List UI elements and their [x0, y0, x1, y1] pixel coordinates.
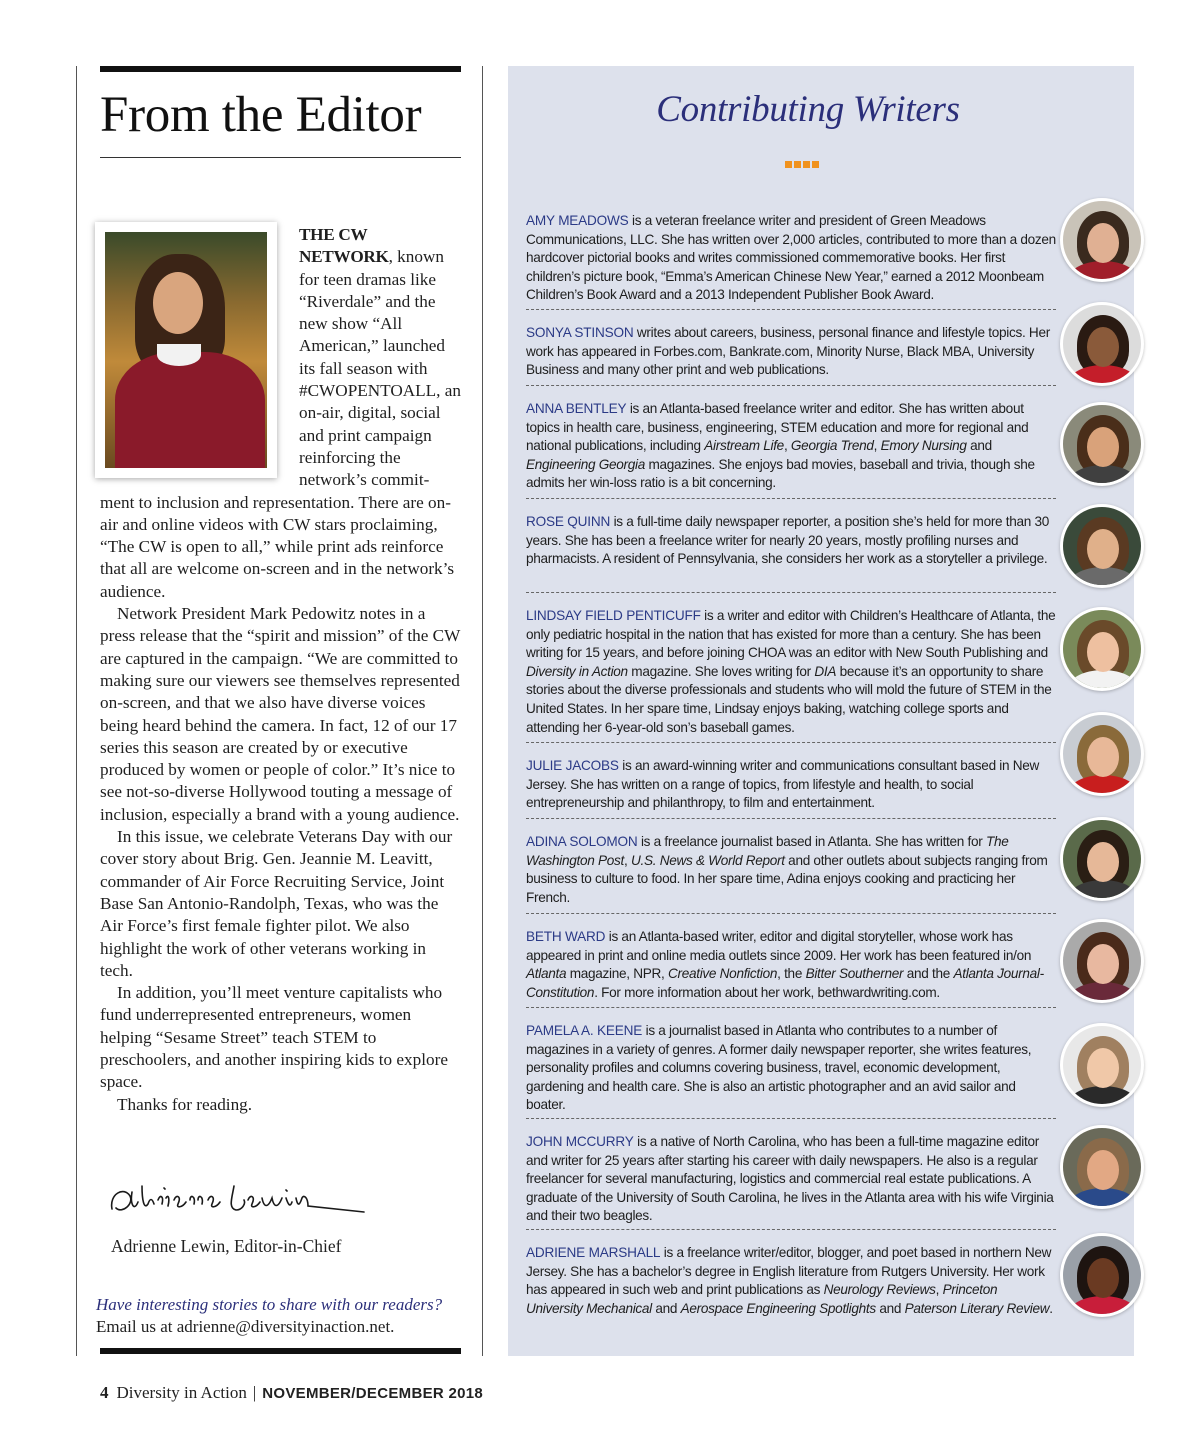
- publication-title: Neurology Reviews: [823, 1282, 936, 1298]
- publication-title: Princeton University Mechanical: [526, 1282, 998, 1316]
- editor-title: From the Editor: [100, 87, 422, 143]
- contributor-bio: [526, 324, 1056, 380]
- page-folio: [100, 1383, 483, 1403]
- contributor-name: BETH WARD: [526, 929, 606, 944]
- bio-divider: [526, 913, 1056, 914]
- folio-separator: |: [252, 1383, 257, 1402]
- editor-paragraph: In addition, you’ll meet venture capitalists who fund underrepresented entrepreneurs, women helping “Sesame Street” teach STEM to preschoolers, and another inspiring kids to explore space.: [100, 983, 448, 1092]
- column-divider-rule: [482, 66, 483, 1356]
- contributor-bio: [526, 757, 1056, 813]
- contributor-photo: [1060, 712, 1144, 796]
- publication-title: Georgia Trend: [790, 438, 874, 454]
- publication-title: Bitter Southerner: [805, 966, 904, 982]
- contributor-bio: [526, 400, 1056, 493]
- publication-title: Aerospace Engineering Spotlights: [680, 1300, 876, 1316]
- editor-signoff: Adrienne Lewin, Editor-in-Chief: [111, 1236, 342, 1256]
- contributor-bio: [526, 212, 1056, 305]
- contributor-name: ADRIENE MARSHALL: [526, 1245, 661, 1260]
- contributor-text: .: [1049, 1300, 1053, 1316]
- editor-paragraph: In this issue, we celebrate Veterans Day with our cover story about Brig. Gen. Jeannie M. Leavitt, commander of Air Force Recruiting Service, Joint Base San Antonio-Randolph, Texas, who was the Air Force’s first female fighter pilot. We also highlight the work of other veterans working in tech.: [100, 827, 453, 980]
- bio-divider: [526, 1229, 1056, 1230]
- publication-title: Atlanta: [526, 966, 567, 982]
- bio-divider: [526, 309, 1056, 310]
- contributor-photo: [1060, 607, 1144, 691]
- contributor-name: JULIE JACOBS: [526, 758, 619, 773]
- contributor-text: and: [875, 1300, 905, 1316]
- bio-divider: [526, 592, 1056, 593]
- editor-paragraph: Network President Mark Pedowitz notes in a press release that the “spirit and mission” of the CW are captured in the campaign. “We are committed to making sure our viewers see themselves represented on-screen, and that we also have diverse voices being heard behind the camera. In fact, 12 of our 17 series this season are created by or executive produced by women or people of color.” It’s nice to see not-so-diverse Hollywood touting a message of inclusion, especially a brand with a young audience.: [100, 604, 461, 824]
- issue-date: NOVEMBER/DECEMBER 2018: [262, 1385, 484, 1402]
- editor-title-rule: [100, 157, 461, 158]
- contributor-name: AMY MEADOWS: [526, 213, 629, 228]
- editor-top-bar: [100, 66, 461, 72]
- contributor-photo: [1060, 1023, 1144, 1107]
- publication-title: DIA: [814, 663, 837, 679]
- contributor-name: ANNA BENTLEY: [526, 401, 627, 416]
- contributor-photo: [1060, 302, 1144, 386]
- contributor-photo: [1060, 817, 1144, 901]
- left-column-rule: [76, 66, 77, 1356]
- contributor-text: , the: [777, 966, 806, 982]
- contributor-text: is a journalist based in Atlanta who contributes to a number of magazines in a variety of genres. A former daily newspaper reporter, she writes features, personality profiles and columns covering business, travel, economic development, gardening and health care. She is also an artistic photographer and an avid sailor and boater.: [526, 1023, 1032, 1113]
- bio-divider: [526, 385, 1056, 386]
- contributors-title: Contributing Writers: [656, 89, 960, 130]
- contributor-text: is a freelance journalist based in Atlanta. She has written for: [637, 834, 986, 849]
- publication-title: Creative Nonfiction: [667, 966, 778, 982]
- contributor-text: is an Atlanta-based freelance writer and editor. She has written about topics in health care, business, engineering, STEM education and more for regional and national publications, including: [526, 401, 1029, 454]
- editor-signature: [104, 1164, 374, 1234]
- contributor-bio: [526, 928, 1056, 1002]
- editor-column: [96, 66, 461, 1336]
- contributor-photo: [1060, 504, 1144, 588]
- contributor-text: is a writer and editor with Children’s Healthcare of Atlanta, the only pediatric hospital in the nation that has existed for more than a century. She has been writing for 15 years, and before joining CHOA was an editor with New South Publishing and: [526, 608, 1056, 661]
- publication-title: Diversity in Action: [526, 663, 628, 679]
- contributor-photo: [1060, 1125, 1144, 1209]
- contributor-bio: [526, 1133, 1056, 1226]
- lead-in: THE CW NETWORK: [299, 225, 389, 267]
- contributor-photo: [1060, 919, 1144, 1003]
- publication-title: U.S. News & World Report: [631, 852, 785, 868]
- editor-paragraph: ment to inclusion and representation. There are on-air and online videos with CW stars proclaiming, “The CW is open to all,” while print ads reinforce that all are welcome on-screen and in the network’s audience.: [100, 492, 455, 601]
- title-ornament: [785, 161, 819, 168]
- bio-divider: [526, 742, 1056, 743]
- contributor-text: is a full-time daily newspaper reporter, a position she’s held for more than 30 years. She has been a freelance writer for nearly 20 years, mostly profiling nurses and pharmacists. A resident of Pennsylvania, she considers her work as a storyteller a privilege.: [526, 514, 1050, 567]
- contributor-photo: [1060, 198, 1144, 282]
- contributor-name: ADINA SOLOMON: [526, 834, 638, 849]
- contributor-text: magazine, NPR,: [566, 966, 668, 982]
- contributor-text: ,: [783, 438, 791, 454]
- editor-paragraph: Thanks for reading.: [117, 1094, 253, 1114]
- contributor-text: and other outlets about subjects ranging from business to culture to food. In her spare time, Adina enjoys cooking and practicing her French.: [526, 852, 1048, 905]
- contributor-text: ,: [624, 852, 631, 868]
- contributing-writers-panel: [508, 66, 1134, 1356]
- bio-divider: [526, 498, 1056, 499]
- cta-email: Email us at adrienne@diversityinaction.net.: [96, 1317, 395, 1336]
- contributor-text: ,: [935, 1282, 943, 1298]
- bio-divider: [526, 1007, 1056, 1008]
- publication-title: Emory Nursing: [880, 438, 967, 454]
- page-number: 4: [100, 1383, 109, 1402]
- editor-lead-paragraph: THE CW NETWORK, known for teen dramas like “Riverdale” and the new show “All American,” launched its fall season with #CWOPENTOALL, an on-air, digital, social and print campaign reinforcing the network’s commit-: [299, 225, 461, 490]
- contributor-text: because it’s an opportunity to share stories about the diverse professionals and students who will mold the future of STEM in the United States. In her spare time, Lindsay enjoys baking, watching college sports and attending her 6-year-old son’s baseball games.: [526, 663, 1052, 735]
- publication-title: Paterson Literary Review: [904, 1300, 1050, 1316]
- cta-question: Have interesting stories to share with our readers?: [96, 1295, 443, 1314]
- publication-title: Atlanta Journal-Constitution: [526, 966, 1044, 1000]
- contributor-name: ROSE QUINN: [526, 514, 611, 529]
- contributor-name: LINDSAY FIELD PENTICUFF: [526, 608, 701, 623]
- editor-letter: [100, 224, 461, 1116]
- contributor-text: . For more information about her work, bethwardwriting.com.: [594, 984, 940, 1000]
- contributor-name: PAMELA A. KEENE: [526, 1023, 643, 1038]
- bio-divider: [526, 818, 1056, 819]
- contributor-text: is a veteran freelance writer and president of Green Meadows Communications, LLC. She has written over 2,000 articles, contributed to more than a dozen hardcover pictorial books and writes commissioned commemorative books. Her first children’s picture book, “Emma’s American Chinese New Year,” earned a 2012 Moonbeam Children’s Book Award and a 2013 Independent Publisher Book Award.: [526, 213, 1056, 303]
- contributor-name: SONYA STINSON: [526, 325, 634, 340]
- publication-title: Engineering Georgia: [526, 456, 645, 472]
- contributor-text: is a freelance writer/editor, blogger, and poet based in northern New Jersey. She has a bachelor’s degree in English literature from Rutgers University. Her work has appeared in such web and print publications as: [526, 1245, 1052, 1298]
- magazine-name: Diversity in Action: [116, 1383, 247, 1402]
- contributor-photo: [1060, 402, 1144, 486]
- contributor-text: magazines. She enjoys bad movies, baseball and trivia, though she admits her win-loss ratio is a bit concerning.: [526, 456, 1035, 491]
- contributor-text: and: [966, 438, 992, 454]
- bio-divider: [526, 1118, 1056, 1119]
- contributor-text: is a native of North Carolina, who has been a full-time magazine editor and writer for 25 years after starting his career with daily newspapers. He also is a regular freelancer for several manufacturing, logistics and commercial real estate publications. A graduate of the University of South Carolina, he lives in the Atlanta area with his wife Virginia and their two beagles.: [526, 1134, 1054, 1224]
- contributor-bio: [526, 833, 1056, 907]
- contributor-name: JOHN MCCURRY: [526, 1134, 634, 1149]
- contributor-text: is an award-winning writer and communications consultant based in New Jersey. She has written on a range of topics, from lifestyle and health, to social entrepreneurship and philanthropy, to film and entertainment.: [526, 758, 1040, 811]
- contributor-bio: [526, 1244, 1056, 1318]
- contributor-text: and: [651, 1300, 681, 1316]
- contributor-bio: [526, 513, 1056, 569]
- contributor-text: magazine. She loves writing for: [627, 663, 815, 679]
- contributor-text: and the: [903, 966, 954, 982]
- contributor-bio: [526, 607, 1056, 737]
- editor-call-to-action: [96, 1294, 442, 1338]
- publication-title: The Washington Post: [526, 834, 1009, 868]
- contributor-text: is an Atlanta-based writer, editor and digital storyteller, whose work has appeared in print and online media outlets since 2009. Her work has been featured in/on: [526, 929, 1032, 963]
- contributor-text: ,: [873, 438, 881, 454]
- editor-bottom-bar: [100, 1348, 461, 1354]
- contributor-text: writes about careers, business, personal finance and lifestyle topics. Her work has appeared in Forbes.com, Bankrate.com, Minority Nurse, Black MBA, University Business and many other print and web publications.: [526, 325, 1050, 378]
- contributor-photo: [1060, 1233, 1144, 1317]
- contributor-bio: [526, 1022, 1056, 1115]
- publication-title: Airstream Life: [704, 438, 784, 454]
